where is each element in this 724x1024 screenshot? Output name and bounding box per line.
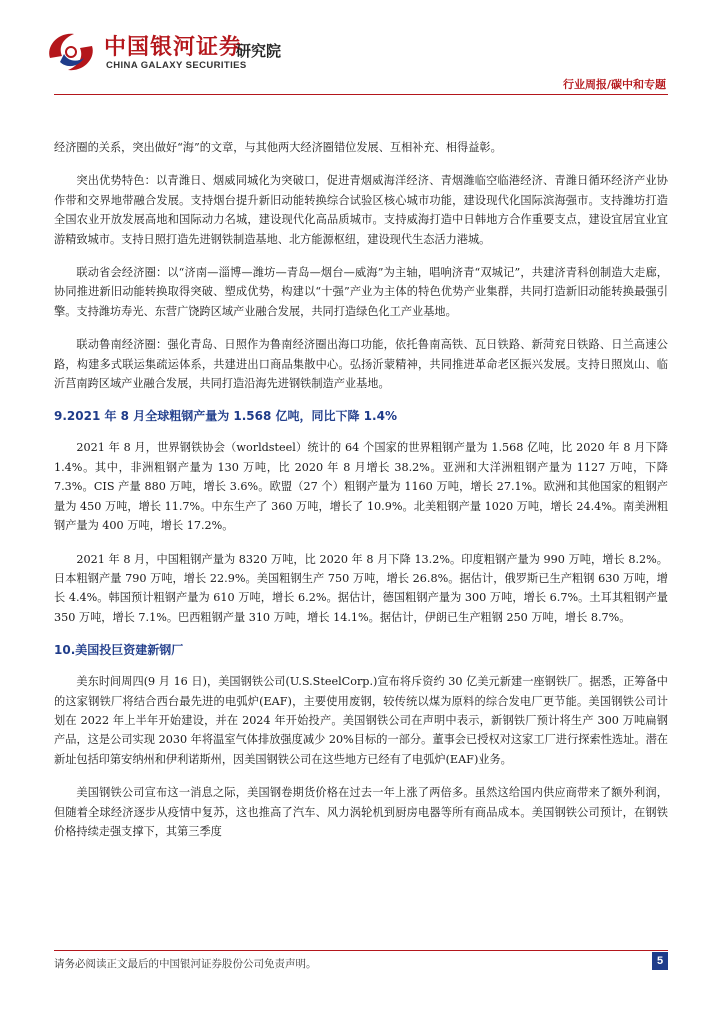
body-paragraph: 美国钢铁公司宣布这一消息之际，美国钢卷期货价格在过去一年上涨了两倍多。虽然这给国内供应商带来了额外利润，但随着全球经济逐步从疫情中复苏，这也推高了汽车、风力涡轮机到厨房电器等所有商品成本。美国钢铁公司预计，在钢铁价格持续走强支撑下，其第三季度 <box>54 786 668 838</box>
body-paragraph: 联动鲁南经济圈：强化青岛、日照作为鲁南经济圈出海口功能，依托鲁南高铁、瓦日铁路、新菏兖日铁路、日兰高速公路，构建多式联运集疏运体系，共建进出口商品集散中心。弘扬沂蒙精神，共同推进革命老区振兴发展。支持日照岚山、临沂莒南跨区域产业融合发展，共同打造沿海先进钢铁制造产业基地。 <box>54 338 668 391</box>
report-category-tag: 行业周报/碳中和专题 <box>562 78 666 91</box>
body-paragraph: 2021 年 8 月，中国粗钢产量为 8320 万吨，比 2020 年 8 月下降 13.2%。印度粗钢产量为 990 万吨，增长 8.2%。日本粗钢产量 790 万吨，增长 22.9%。美国粗钢生产 750 万吨，增长 26.8%。据估计，俄罗斯已生产粗钢 630 万吨，增长 4.4%。韩国预计粗钢产量为 610 万吨，增长 6.2%。据估计，德国粗钢产量为 300 万吨，增长 6.7%。土耳其粗钢产量 350 万吨，增长 7.1%。巴西粗钢产量 310 万吨，增长 14.1%。据估计，伊朗已生产粗钢 250 万吨，增长 8.7%。 <box>54 552 668 624</box>
footer-disclaimer: 请务必阅读正文最后的中国银河证券股份公司免责声明。 <box>54 958 317 970</box>
page-header <box>0 0 724 100</box>
page-number: 5 <box>652 952 668 970</box>
brand-name-cn: 中国银河证券 <box>104 35 243 60</box>
body-paragraph: 联动省会经济圈：以“济南—淄博—潍坊—青岛—烟台—威海”为主轴，唱响济青“双城记”，共建济青科创制造大走廊，协同推进新旧动能转换取得突破、塑成优势，构建以“十强”产业为主体的特色优势产业集群，共同打造新旧动能转换最强引擎。支持潍坊寿光、东营广饶跨区域产业融合发展，共同打造绿色化工产业基地。 <box>54 266 668 318</box>
body-paragraph: 美东时间周四(9 月 16 日)，美国钢铁公司(U.S.SteelCorp.)宣布将斥资约 30 亿美元新建一座钢铁厂。据悉，正筹备中的这家钢铁厂将结合西台最先进的电弧炉(EAF)，主要使用废钢，较传统以煤为原料的综合发电厂更节能。美国钢铁公司计划在 2022 年上半年开始建设，并在 2024 年开始投产。美国钢铁公司在声明中表示，新钢铁厂预计将生产 300 万吨扁钢产品，这是公司实现 2030 年将温室气体排放强度减少 20%目标的一部分。董事会已授权对这家工厂进行探索性选址。潜在新址包括印第安纳州和伊利诺斯州，因美国钢铁公司在这些地方已经有了电弧炉(EAF)业务。 <box>54 675 668 766</box>
footer-divider <box>54 950 668 951</box>
section-heading-10: 10.美国投巨资建新钢厂 <box>54 643 184 658</box>
body-paragraph: 突出优势特色：以青潍日、烟威同城化为突破口，促进青烟威海洋经济、青烟潍临空临港经济、青潍日循环经济产业协作带和交界地带融合发展。支持烟台提升新旧动能转换综合试验区核心城市功能，建设现代化国际滨海强市。支持潍坊打造全国农业开放发展高地和国际动力名城，建设现代化高品质城市。支持威海打造中日韩地方合作重要支点，建设宜居宜业宜游精致城市。支持日照打造先进钢铁制造基地、北方能源枢纽，建设现代生态活力港城。 <box>54 174 668 246</box>
document-body <box>54 138 668 855</box>
header-divider <box>54 94 668 95</box>
brand-subtitle: 研究院 <box>236 42 282 60</box>
body-paragraph: 2021 年 8 月，世界钢铁协会（worldsteel）统计的 64 个国家的世界粗钢产量为 1.568 亿吨，比 2020 年 8 月下降 1.4%。其中，非洲粗钢产量为 130 万吨，比 2020 年 8 月增长 38.2%。亚洲和大洋洲粗钢产量为 1127 万吨，下降 7.3%。CIS 产量 880 万吨，增长 3.6%。欧盟（27 个）粗钢产量为 1160 万吨，增长 27.1%。欧洲和其他国家的粗钢产量为 450 万吨，增长 11.7%。中东生产了 360 万吨，增长了 10.9%。北美粗钢产量 1020 万吨，增长 24.4%。南美洲粗钢产量为 400 万吨，增长 17.2%。 <box>54 441 668 533</box>
galaxy-swirl-logo-icon <box>44 28 98 76</box>
body-paragraph: 经济圈的关系，突出做好“海”的文章，与其他两大经济圈错位发展、互相补充、相得益彰。 <box>54 141 502 154</box>
section-heading-9: 9.2021 年 8 月全球粗钢产量为 1.568 亿吨，同比下降 1.4% <box>54 409 397 424</box>
brand-name-en: CHINA GALAXY SECURITIES <box>106 60 247 71</box>
